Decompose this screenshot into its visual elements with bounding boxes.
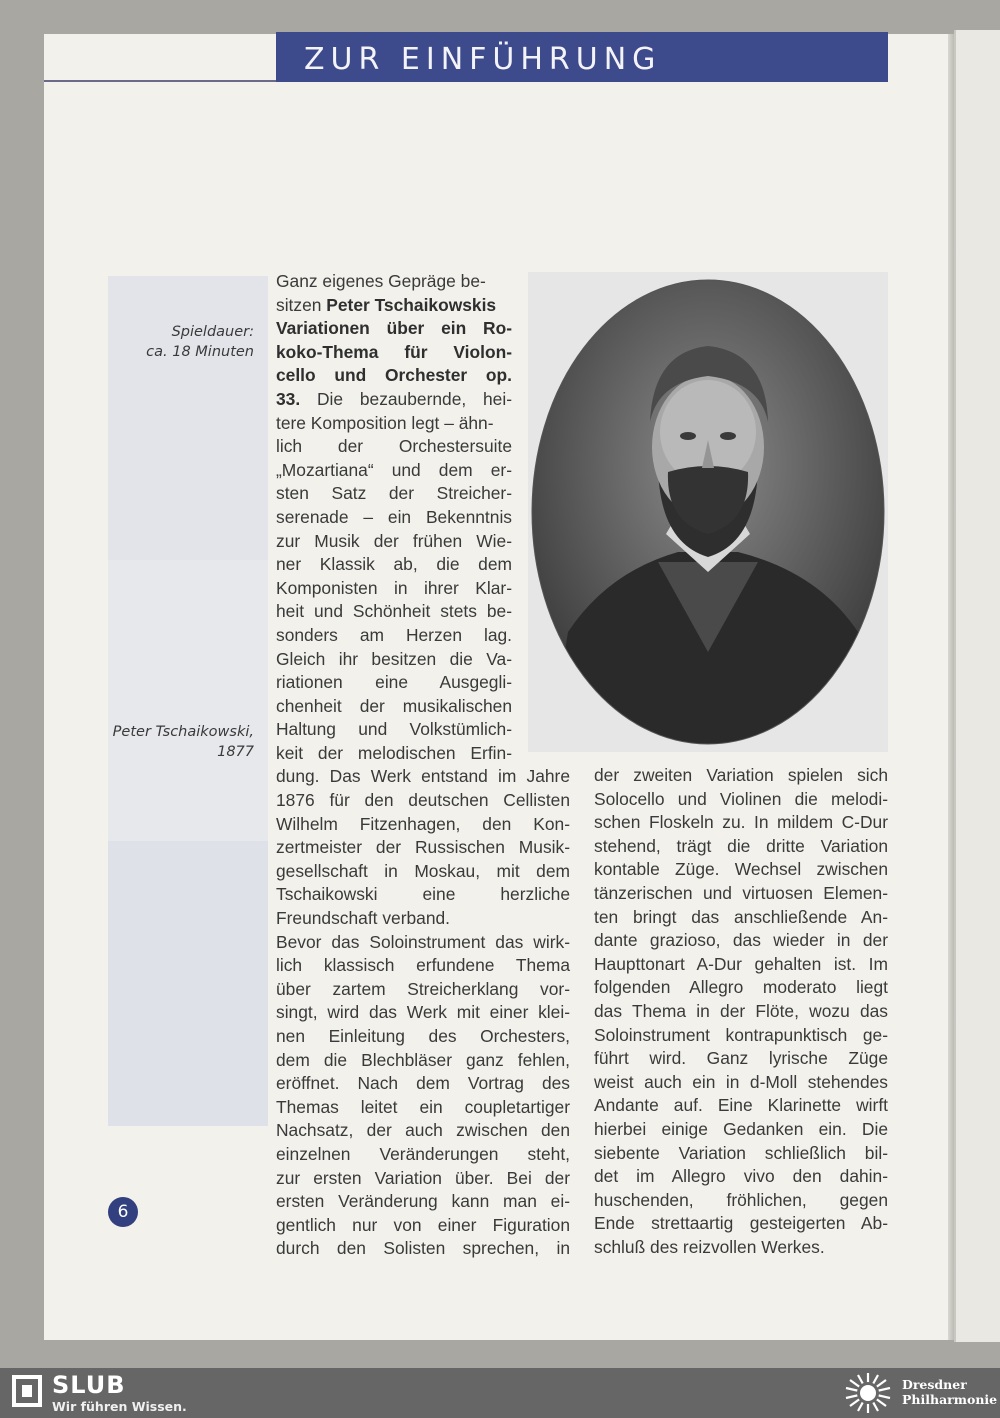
article-column-left — [276, 270, 570, 1261]
slub-logo-icon — [12, 1375, 42, 1407]
text-line: sitzen Peter Tschaikowskis — [276, 294, 497, 315]
section-header — [276, 32, 888, 82]
text-line: lich klassisch erfundene Thema — [276, 955, 570, 976]
text-line: gentlich nur von einer Figuration — [276, 1214, 570, 1235]
text-line: stehend, trägt die dritte Variation — [594, 835, 888, 856]
text-line: gesellschaft in Moskau, mit dem — [276, 860, 570, 881]
article-body-left — [276, 765, 570, 1260]
text-line: Soloinstrument kontrapunktisch ge- — [594, 1024, 888, 1045]
philharmonie-logo-icon — [842, 1371, 894, 1415]
text-line: riationen eine Ausgegli- — [276, 672, 512, 693]
text-line: ten bringt das anschließende An- — [594, 906, 888, 927]
sidebar-band — [108, 276, 268, 1126]
text-line: Komponisten in ihrer Klar- — [276, 577, 512, 598]
text-line: dem die Blechbläser ganz fehlen, — [276, 1049, 570, 1070]
text-line: chenheit der musikalischen — [276, 695, 512, 716]
text-line: kontable Züge. Wechsel zwischen — [594, 859, 888, 880]
article-intro — [276, 270, 512, 765]
caption-name: Peter Tschaikowski, — [112, 724, 254, 740]
next-page-edge — [954, 30, 1000, 1342]
library-tagline: Wir führen Wissen. — [52, 1399, 187, 1414]
text-line: eröffnet. Nach dem Vortrag des — [276, 1073, 570, 1094]
text-line: keit der melodischen Erfin- — [276, 742, 512, 763]
text-line: führt wird. Ganz lyrische Züge — [594, 1048, 888, 1069]
text-line: über zartem Streicherklang vor- — [276, 978, 570, 999]
text-line: Variationen über ein Ro- — [276, 318, 512, 339]
text-line: dante grazioso, das wieder in der — [594, 930, 888, 951]
text-line: serenade – ein Bekenntnis — [276, 506, 512, 527]
text-line: folgenden Allegro moderato liegt — [594, 977, 888, 998]
text-line: einzelnen Veränderungen steht, — [276, 1143, 570, 1164]
portrait-caption — [113, 722, 254, 762]
text-line: das Thema in der Flöte, wozu das — [594, 1000, 888, 1021]
text-line: lich der Orchestersuite — [276, 436, 512, 457]
text-line: siebente Variation schließlich bil- — [594, 1142, 888, 1163]
text-line: zur ersten Variation über. Bei der — [276, 1167, 570, 1188]
text-line: det im Allegro vivo den dahin- — [594, 1166, 888, 1187]
text-line: huschenden, fröhlichen, gegen — [594, 1189, 888, 1210]
text-line: heit und Schönheit stets be- — [276, 601, 512, 622]
text-line: nen Einleitung des Orchesters, — [276, 1026, 570, 1046]
duration-label: Spieldauer: — [171, 324, 254, 340]
text-line: Nachsatz, der auch zwischen den — [276, 1120, 570, 1141]
text-line: schen Floskeln zu. In mildem C-Dur — [594, 812, 888, 833]
text-line: singt, wird das Werk mit einer klei- — [276, 1002, 570, 1023]
text-line: Wilhelm Fitzenhagen, den Kon- — [276, 813, 570, 834]
duration-value: ca. 18 Minuten — [146, 344, 254, 360]
page-number: 6 — [108, 1197, 138, 1227]
text-line: zur Musik der frühen Wie- — [276, 530, 512, 551]
text-line: durch den Solisten sprechen, in — [276, 1238, 570, 1259]
page-fold-shadow — [948, 34, 954, 1340]
text-line: Haupttonart A-Dur gehalten ist. Im — [594, 953, 888, 974]
text-line: Ende strettaartig gesteigerten Ab- — [594, 1213, 888, 1234]
portrait-photo — [528, 272, 888, 752]
text-line: ersten Veränderung kann man ei- — [276, 1191, 570, 1212]
text-line: Tschaikowski eine herzliche — [276, 884, 570, 905]
text-line: dung. Das Werk entstand im Jahre — [276, 766, 570, 787]
footer-bar — [0, 1368, 1000, 1418]
article-column-right — [594, 764, 888, 1259]
text-line: Haltung und Volkstümlich- — [276, 719, 512, 740]
text-line: tänzerischen und virtuosen Elemen- — [594, 882, 888, 903]
text-line: tere Komposition legt – ähn- — [276, 412, 494, 433]
text-line: hierbei einige Gedanken ein. Die — [594, 1118, 888, 1139]
text-line: Freundschaft verband. — [276, 908, 451, 929]
text-line: Themas leitet ein coupletartiger — [276, 1096, 570, 1117]
text-line: Solocello und Violinen die melodi- — [594, 788, 888, 809]
caption-year: 1877 — [217, 744, 254, 760]
text-line: koko-Thema für Violon- — [276, 341, 512, 362]
text-line: zertmeister der Russischen Musik- — [276, 837, 570, 858]
text-line: sten Satz der Streicher- — [276, 483, 512, 504]
text-line: ner Klassik ab, die dem — [276, 554, 512, 575]
duration-note — [146, 322, 254, 362]
text-line: „Mozartiana“ und dem er- — [276, 459, 512, 480]
text-line: 33. Die bezaubernde, hei- — [276, 388, 512, 409]
section-title: ZUR EINFÜHRUNG — [304, 42, 662, 77]
text-line: weist auch ein in d-Moll stehendes — [594, 1071, 888, 1092]
text-line: Bevor das Soloinstrument das wirk- — [276, 931, 570, 952]
text-line: Gleich ihr besitzen die Va- — [276, 648, 512, 669]
text-line: 1876 für den deutschen Cellisten — [276, 790, 570, 811]
partner-name: Dresdner Philharmonie — [902, 1377, 998, 1407]
text-line: Ganz eigenes Gepräge be- — [276, 271, 486, 291]
library-name: SLUB — [52, 1371, 126, 1399]
text-line: cello und Orchester op. — [276, 365, 512, 386]
text-line: schluß des reizvollen Werkes. — [594, 1236, 825, 1257]
text-line: sonders am Herzen lag. — [276, 624, 512, 645]
text-line: Andante auf. Eine Klarinette wirft — [594, 1095, 888, 1116]
text-line: der zweiten Variation spielen sich — [594, 765, 888, 785]
portrait-image — [528, 272, 888, 752]
